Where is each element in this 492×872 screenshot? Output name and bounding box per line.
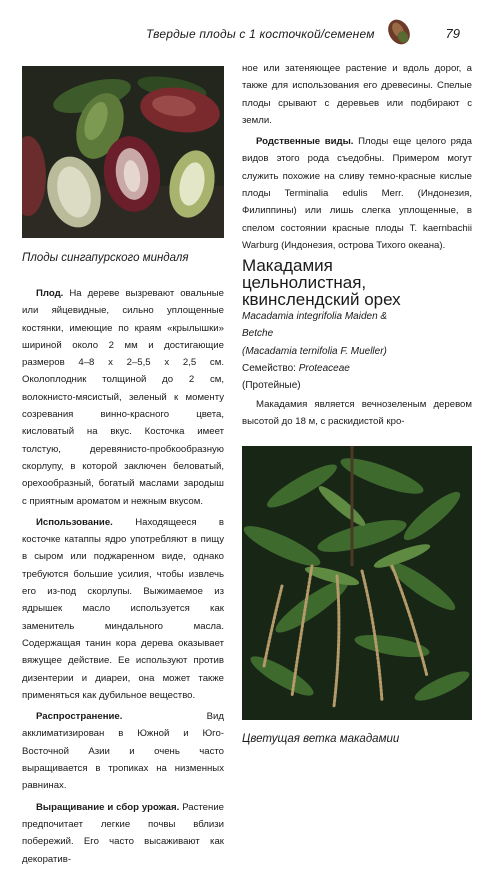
species-latin-block: Macadamia integrifolia Maiden & Betche (Macadamia ternifolia F. Mueller) Семейство: Proteaceae (Протейные) [242, 308, 472, 394]
paragraph-use: Использование. Находящееся в косточке катаппы ядро употребляют в пищу в сыром или поджаренном виде, однако требуются большие усилия, чтобы извлечь его из-под скорлупы. Выжимаемое из ядрышек масло используется как заменитель миндального масла. Содержащая танин кора дерева оказывает вяжущее действие. Ее используют против дизентерии и диареи, она может также применяться как дубильное вещество. [22, 516, 224, 701]
species-heading: Макадамия цельнолистная, квинслендский орех [242, 256, 401, 309]
paragraph-related-species: Родственные виды. Плоды еще целого ряда видов этого рода съедобны. Примером могут служить похожие на сливу темно-красные кислые плоды Terminalia edulis Merr. (Индонезия, Филиппины) или лишь слегка уплощенные, в спелом состоянии красные плоды T. kaernbachii Warburg (Индонезия, острова Тихого океана). [242, 136, 472, 251]
left-text-column [22, 285, 224, 872]
family-russian: (Протейные) [242, 380, 301, 392]
paragraph-fruit: Плод. На дереве вызревают овальные или яйцевидные, сильно уплощенные костянки, имеющие по краям «крылышки» шириной около 2 мм и достигающие размеров 4–8 х 2–5,5 х 2,5 см. Околоплодник толщиной до 2 см, волокнисто-мясистый, зеленый к моменту созревания винно-красного цвета, кисловатый на вкус. Косточка имеет толстую, деревянисто-пробкообразную скорлупу, в которой заключен беловатый, орехообразный, богатый маслами зародыш с приятным ароматом и нежным вкусом. [22, 288, 224, 507]
continuation-paragraph: ное или затеняющее растение и вдоль дорог, а также для использования его древесины. Спелые плоды срывают с деревьев или подбирают с земли. [242, 63, 472, 126]
right-text-top [242, 60, 472, 258]
fruits-photo-caption: Плоды сингапурского миндаля [22, 252, 189, 264]
family-line: Семейство: Proteaceae [242, 362, 350, 374]
species-description: Макадамия является вечнозеленым деревом высотой до 18 м, с раскидистой кро- [242, 399, 472, 428]
macadamia-photo-caption: Цветущая ветка макадамии [242, 733, 400, 745]
page-header [22, 16, 472, 50]
seed-icon [384, 17, 414, 47]
page-number: 79 [445, 26, 460, 41]
paragraph-distribution: Распространение. Вид акклиматизирован в Южной и Юго-Восточной Азии и очень часто выращивается в тропиках на низменных равнинах. [22, 711, 224, 792]
running-title: Твердые плоды с 1 косточкой/семенем [146, 27, 375, 41]
macadamia-photo [242, 446, 472, 720]
paragraph-cultivation: Выращивание и сбор урожая. Растение предпочитает легкие почвы вблизи побережий. Его часто высаживают как декоратив- [22, 801, 225, 865]
fruits-photo [22, 66, 224, 238]
